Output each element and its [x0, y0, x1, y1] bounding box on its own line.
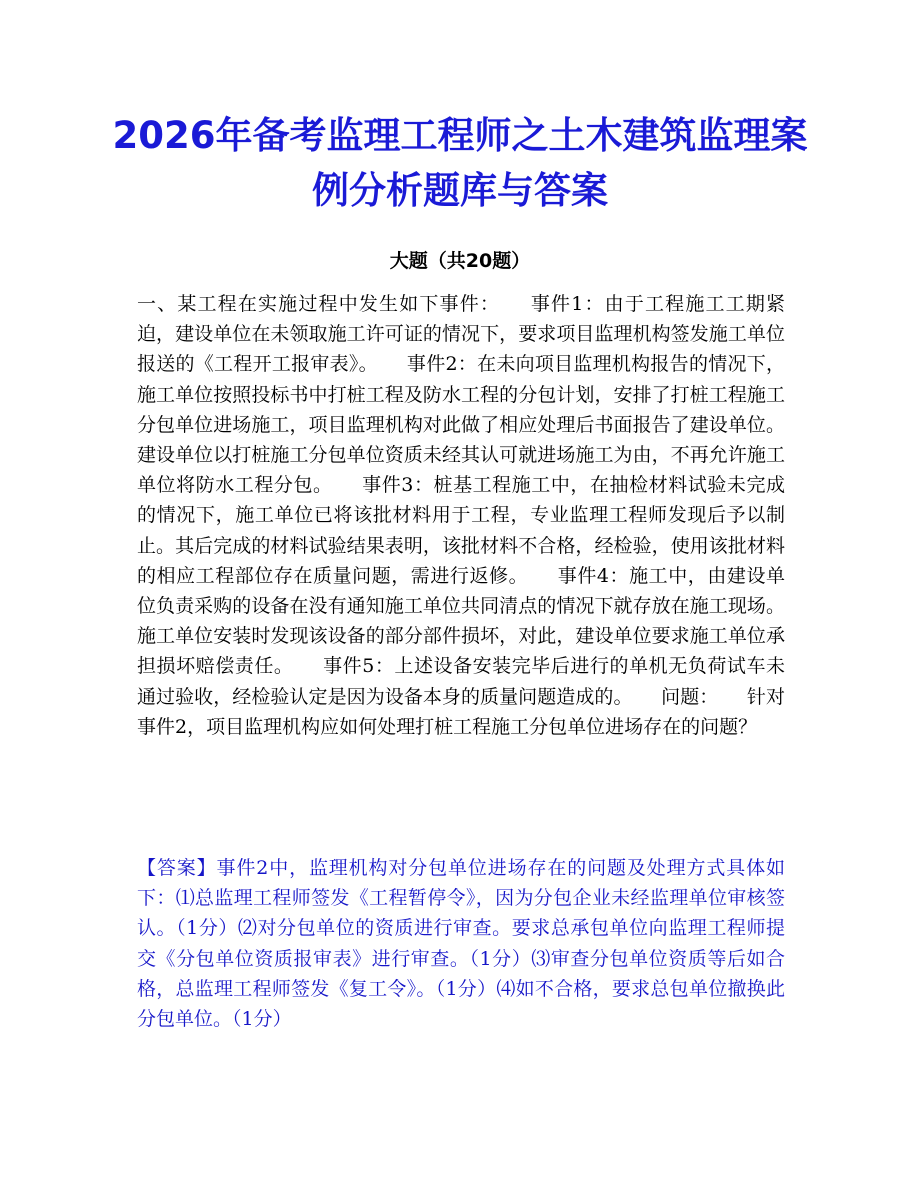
section-heading: 大题（共20题）	[389, 250, 531, 272]
question-text: 一、某工程在实施过程中发生如下事件： 事件1：由于工程施工工期紧迫，建设单位在未领取施工许可证的情况下，要求项目监理机构签发施工单位报送的《工程开工报审表》。 事件2：在未向项目监理机构报告的情况下，施工单位按照投标书中打桩工程及防水工程的分包计划，安排了打桩工程施工分包单位进场施工，项目监理机构对此做了相应处理后书面报告了建设单位。建设单位以打桩施工分包单位资质未经其认可就进场施工为由，不再允许施工单位将防水工程分包。 事件3：桩基工程施工中，在抽检材料试验未完成的情况下，施工单位已将该批材料用于工程，专业监理工程师发现后予以制止。其后完成的材料试验结果表明，该批材料不合格，经检验，使用该批材料的相应工程部位存在质量问题，需进行返修。 事件4：施工中，由建设单位负责采购的设备在没有通知施工单位共同清点的情况下就存放在施工现场。施工单位安装时发现该设备的部分部件损坏，对此，建设单位要求施工单位承担损坏赔偿责任。 事件5：上述设备安装完毕后进行的单机无负荷试车未通过验收，经检验认定是因为设备本身的质量问题造成的。 问题： 针对事件2，项目监理机构应如何处理打桩工程施工分包单位进场存在的问题？	[137, 293, 785, 738]
answer-text: 【答案】事件2中，监理机构对分包单位进场存在的问题及处理方式具体如下：⑴总监理工程师签发《工程暂停令》，因为分包企业未经监理单位审核签认。（1分）⑵对分包单位的资质进行审查。要求总承包单位向监理工程师提交《分包单位资质报审表》进行审查。（1分）⑶审查分包单位资质等后如合格，总监理工程师签发《复工令》。（1分）⑷如不合格，要求总包单位撤换此分包单位。（1分）	[137, 857, 785, 1031]
document-title: 2026年备考监理工程师之土木建筑监理案例分析题库与答案	[112, 114, 808, 212]
